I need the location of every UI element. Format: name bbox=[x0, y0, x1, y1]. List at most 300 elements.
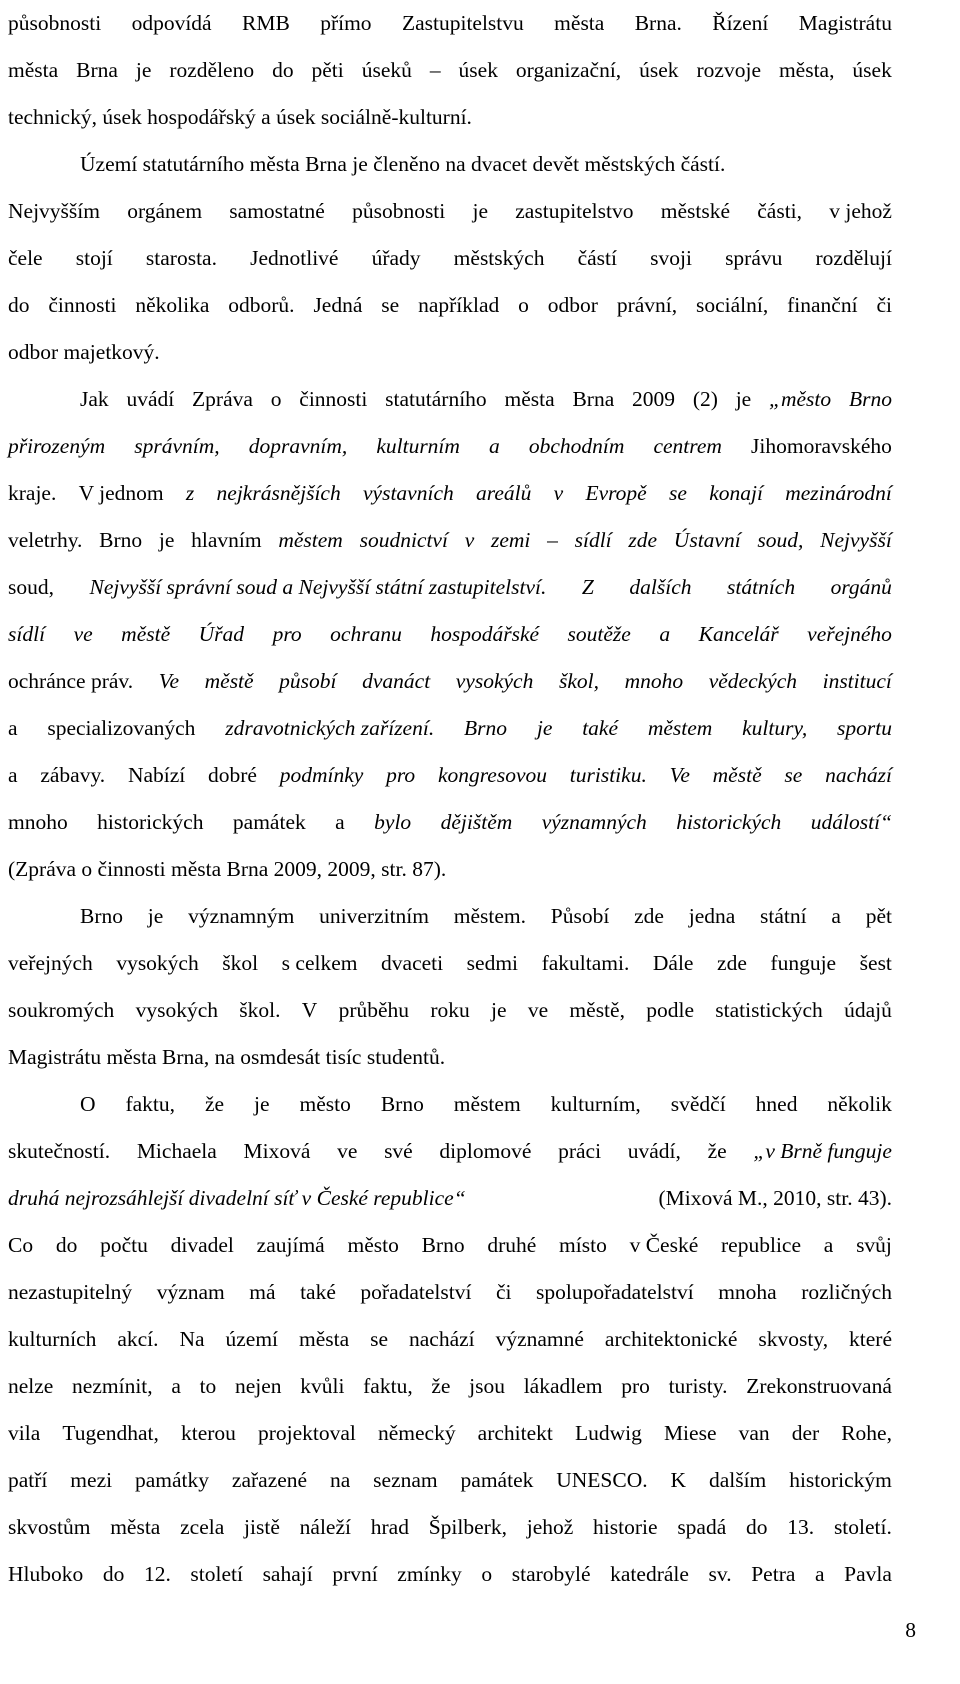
word: 13. bbox=[787, 1515, 815, 1539]
word: jistě bbox=[244, 1515, 280, 1539]
word: turistiku. bbox=[569, 763, 647, 787]
word: dvanáct bbox=[362, 669, 431, 693]
word: veřejných bbox=[8, 951, 93, 975]
word: – bbox=[547, 528, 558, 552]
text-line bbox=[8, 846, 892, 893]
word: orgánem bbox=[127, 199, 203, 223]
word: počtu bbox=[100, 1233, 148, 1257]
word: sahají bbox=[262, 1562, 313, 1586]
word: města bbox=[299, 1327, 350, 1351]
word: ve bbox=[337, 1139, 358, 1163]
text-line bbox=[8, 47, 892, 94]
word: Brno bbox=[80, 904, 123, 928]
word: přirozeným bbox=[8, 434, 106, 458]
word: podle bbox=[646, 998, 695, 1022]
word: V bbox=[301, 998, 318, 1022]
word: Nabízí bbox=[127, 763, 186, 787]
word: katedrále bbox=[610, 1562, 689, 1586]
word: svůj bbox=[856, 1233, 892, 1257]
text-line bbox=[8, 1269, 892, 1316]
word: škol bbox=[222, 951, 259, 975]
word: významných bbox=[541, 810, 647, 834]
word: šest bbox=[859, 951, 892, 975]
word: se bbox=[669, 481, 687, 505]
word: kraje. bbox=[8, 481, 57, 505]
word: Špilberk, bbox=[428, 1515, 507, 1539]
word: v bbox=[464, 528, 475, 552]
word: města bbox=[504, 387, 555, 411]
word: Rohe, bbox=[841, 1421, 892, 1445]
word: nejkrásnějších bbox=[216, 481, 341, 505]
word: a bbox=[831, 904, 841, 928]
word: památek bbox=[460, 1468, 534, 1492]
word: a bbox=[171, 1374, 181, 1398]
word: má bbox=[249, 1280, 276, 1304]
word: svědčí bbox=[670, 1092, 726, 1116]
word: obchodním bbox=[528, 434, 625, 458]
word: Miese bbox=[663, 1421, 717, 1445]
word: kvůli bbox=[300, 1374, 345, 1398]
word: Nejvyšším bbox=[8, 199, 100, 223]
word: uvádí, bbox=[627, 1139, 681, 1163]
word: že bbox=[431, 1374, 451, 1398]
word: úsek bbox=[639, 58, 679, 82]
word: veletrhy. bbox=[8, 528, 83, 552]
word: se bbox=[370, 1327, 389, 1351]
word: Michaela bbox=[136, 1139, 217, 1163]
word: je bbox=[735, 387, 752, 411]
word: Ludwig bbox=[574, 1421, 642, 1445]
word: bylo bbox=[374, 810, 412, 834]
word: do bbox=[272, 58, 294, 82]
word: první bbox=[332, 1562, 378, 1586]
word: Ve bbox=[669, 763, 690, 787]
word: der bbox=[791, 1421, 820, 1445]
word: městem bbox=[453, 1092, 521, 1116]
word: statutárního bbox=[385, 387, 487, 411]
text-line bbox=[8, 893, 892, 940]
word: nezmínit, bbox=[72, 1374, 153, 1398]
word: škol, bbox=[558, 669, 599, 693]
word: vila bbox=[8, 1421, 41, 1445]
text-line bbox=[8, 705, 892, 752]
text-line bbox=[8, 517, 892, 564]
word: města bbox=[110, 1515, 161, 1539]
word: mezinárodní bbox=[785, 481, 892, 505]
word: dvaceti bbox=[381, 951, 444, 975]
body-text bbox=[8, 0, 892, 1598]
word: diplomové bbox=[439, 1139, 532, 1163]
word: konají bbox=[709, 481, 763, 505]
word: projektoval bbox=[257, 1421, 356, 1445]
text-line bbox=[8, 1081, 892, 1128]
word: města bbox=[554, 11, 605, 35]
word: historických bbox=[97, 810, 204, 834]
word: význam bbox=[156, 1280, 225, 1304]
word: Co bbox=[8, 1233, 34, 1257]
word: zdravotnických zařízení. bbox=[225, 716, 435, 740]
word: památek bbox=[232, 810, 306, 834]
word: čele bbox=[8, 246, 43, 270]
word: specializovaných bbox=[47, 716, 196, 740]
word: městě, bbox=[569, 998, 625, 1022]
word: městských bbox=[453, 246, 545, 270]
word: s celkem bbox=[281, 951, 358, 975]
word: architektonické bbox=[604, 1327, 738, 1351]
word: Tugendhat, bbox=[62, 1421, 159, 1445]
word: či bbox=[876, 293, 892, 317]
text-line bbox=[8, 799, 892, 846]
word: patří bbox=[8, 1468, 48, 1492]
word: zde bbox=[717, 951, 747, 975]
word: to bbox=[199, 1374, 217, 1398]
word: nejen bbox=[235, 1374, 282, 1398]
word: do bbox=[102, 1562, 125, 1586]
word: centrem bbox=[653, 434, 722, 458]
word: správním, bbox=[134, 434, 220, 458]
text-line bbox=[8, 752, 892, 799]
word: soutěže bbox=[567, 622, 631, 646]
word: kulturním bbox=[376, 434, 460, 458]
word: o bbox=[518, 293, 529, 317]
word: úsek bbox=[458, 58, 498, 82]
word: Jedná bbox=[313, 293, 363, 317]
word: soud, bbox=[8, 575, 54, 599]
word: stojí bbox=[75, 246, 113, 270]
word: také bbox=[300, 1280, 336, 1304]
word: dalším bbox=[708, 1468, 767, 1492]
word: kongresovou bbox=[437, 763, 548, 787]
word: organizační, bbox=[515, 58, 622, 82]
word: statistických bbox=[715, 998, 823, 1022]
word: událostí“ bbox=[810, 810, 892, 834]
word: zastupitelstvo bbox=[515, 199, 634, 223]
word: Úřad bbox=[198, 622, 245, 646]
word: zařazené bbox=[231, 1468, 308, 1492]
word: dopravním, bbox=[248, 434, 348, 458]
word: soud, bbox=[757, 528, 804, 552]
text-line bbox=[8, 611, 892, 658]
word: Magistrátu bbox=[798, 11, 892, 35]
word: rozličných bbox=[801, 1280, 892, 1304]
word: (Mixová M., 2010, str. 43). bbox=[658, 1186, 892, 1210]
word: jsou bbox=[469, 1374, 506, 1398]
word: kulturních bbox=[8, 1327, 97, 1351]
word: univerzitním bbox=[319, 904, 429, 928]
word: sportu bbox=[837, 716, 892, 740]
word: spadá bbox=[677, 1515, 727, 1539]
text-line bbox=[8, 1504, 892, 1551]
word: například bbox=[418, 293, 500, 317]
word: odborů. bbox=[228, 293, 295, 317]
word: vysokých bbox=[116, 951, 199, 975]
word: technický, úsek hospodářský a úsek sociálně-kulturní. bbox=[8, 105, 472, 129]
word: jedna bbox=[688, 904, 736, 928]
word: soukromých bbox=[8, 998, 115, 1022]
word: že bbox=[205, 1092, 225, 1116]
word: K bbox=[670, 1468, 687, 1492]
word: areálů bbox=[476, 481, 532, 505]
word: činnosti bbox=[299, 387, 368, 411]
word: 2009 bbox=[632, 387, 676, 411]
word: divadel bbox=[170, 1233, 234, 1257]
word: Brna bbox=[76, 58, 118, 82]
word: kulturním, bbox=[550, 1092, 641, 1116]
word: město bbox=[299, 1092, 351, 1116]
word: fakultami. bbox=[541, 951, 630, 975]
word: státních bbox=[727, 575, 796, 599]
word: mnoho bbox=[624, 669, 684, 693]
word: roku bbox=[430, 998, 470, 1022]
word: městem bbox=[278, 528, 343, 552]
word: Magistrátu města Brna, na osmdesát tisíc studentů. bbox=[8, 1045, 446, 1069]
word: sídlí bbox=[8, 622, 46, 646]
word: kultury, bbox=[742, 716, 808, 740]
word: na bbox=[329, 1468, 351, 1492]
word: druhá nejrozsáhlejší divadelní síť v České republice“ bbox=[8, 1186, 466, 1210]
word: přímo bbox=[320, 11, 372, 35]
word: Pavla bbox=[844, 1562, 892, 1586]
word: pro bbox=[386, 763, 416, 787]
word: Kancelář bbox=[698, 622, 779, 646]
word: dalších bbox=[629, 575, 692, 599]
word: architekt bbox=[477, 1421, 553, 1445]
word: působnosti bbox=[8, 11, 102, 35]
word: Brno bbox=[464, 716, 508, 740]
word: nachází bbox=[825, 763, 892, 787]
word: historických bbox=[676, 810, 782, 834]
word: Území statutárního města Brna je členěno na dvacet devět městských částí. bbox=[80, 152, 726, 176]
text-line bbox=[8, 0, 892, 47]
word: v České bbox=[629, 1233, 699, 1257]
word: místo bbox=[559, 1233, 607, 1257]
word: státní bbox=[760, 904, 807, 928]
word: Brno bbox=[421, 1233, 465, 1257]
text-line bbox=[8, 1175, 892, 1222]
word: úsek bbox=[852, 58, 892, 82]
word: a bbox=[8, 716, 18, 740]
word: rozvoje bbox=[696, 58, 761, 82]
word: své bbox=[384, 1139, 413, 1163]
word: Nejvyšší bbox=[820, 528, 892, 552]
text-line bbox=[8, 987, 892, 1034]
word: údajů bbox=[844, 998, 892, 1022]
word: a bbox=[659, 622, 671, 646]
word: odpovídá bbox=[131, 11, 212, 35]
word: (Zpráva o činnosti města Brna 2009, 2009, str. 87). bbox=[8, 857, 447, 881]
word: z bbox=[185, 481, 195, 505]
word: také bbox=[582, 716, 618, 740]
text-line bbox=[8, 423, 892, 470]
word: nezastupitelný bbox=[8, 1280, 133, 1304]
word: městě bbox=[712, 763, 762, 787]
word: městě bbox=[121, 622, 171, 646]
word: sídlí bbox=[574, 528, 612, 552]
word: van bbox=[738, 1421, 770, 1445]
word: úseků bbox=[361, 58, 412, 82]
word: je bbox=[472, 199, 489, 223]
word: zmínky bbox=[397, 1562, 462, 1586]
text-line bbox=[8, 940, 892, 987]
word: století bbox=[190, 1562, 243, 1586]
word: Na bbox=[179, 1327, 205, 1351]
word: zaujímá bbox=[256, 1233, 325, 1257]
word: pro bbox=[621, 1374, 650, 1398]
word: druhé bbox=[487, 1233, 537, 1257]
text-line bbox=[8, 1551, 892, 1598]
word: lákadlem bbox=[523, 1374, 603, 1398]
text-line bbox=[8, 188, 892, 235]
word: – bbox=[429, 58, 441, 82]
word: a bbox=[489, 434, 500, 458]
word: náleží bbox=[299, 1515, 351, 1539]
text-line bbox=[8, 1316, 892, 1363]
word: Jednotlivé bbox=[250, 246, 339, 270]
word: hospodářské bbox=[430, 622, 540, 646]
word: Ústavní bbox=[673, 528, 741, 552]
word: do bbox=[746, 1515, 768, 1539]
word: ochranu bbox=[330, 622, 402, 646]
word: města bbox=[8, 58, 59, 82]
word: V jednom bbox=[78, 481, 164, 505]
word: odbor majetkový. bbox=[8, 340, 160, 364]
word: Zastupitelstvu bbox=[401, 11, 524, 35]
word: v jehož bbox=[829, 199, 892, 223]
word: se bbox=[381, 293, 400, 317]
word: sedmi bbox=[466, 951, 519, 975]
word: hrad bbox=[370, 1515, 409, 1539]
text-line bbox=[8, 94, 892, 141]
word: do bbox=[55, 1233, 78, 1257]
word: orgánů bbox=[830, 575, 892, 599]
word: Působí bbox=[550, 904, 610, 928]
word: Hluboko bbox=[8, 1562, 84, 1586]
word: ve bbox=[73, 622, 93, 646]
word: vysokých bbox=[135, 998, 218, 1022]
word: městem. bbox=[453, 904, 527, 928]
word: nelze bbox=[8, 1374, 54, 1398]
word: akcí. bbox=[117, 1327, 159, 1351]
word: významné bbox=[495, 1327, 584, 1351]
word: práci bbox=[558, 1139, 602, 1163]
word: skvosty, bbox=[758, 1327, 829, 1351]
word: činnosti bbox=[48, 293, 117, 317]
word: (2) bbox=[692, 387, 718, 411]
word: vysokých bbox=[455, 669, 534, 693]
word: je bbox=[254, 1092, 270, 1116]
word: skvostům bbox=[8, 1515, 91, 1539]
word: pět bbox=[865, 904, 892, 928]
word: ve bbox=[527, 998, 549, 1022]
word: vědeckých bbox=[708, 669, 797, 693]
word: Dále bbox=[652, 951, 694, 975]
word: či bbox=[495, 1280, 512, 1304]
word: sociální, bbox=[696, 293, 769, 317]
word: mnoho bbox=[8, 810, 68, 834]
word: zde bbox=[634, 904, 664, 928]
word: turisty. bbox=[668, 1374, 728, 1398]
text-line bbox=[8, 235, 892, 282]
word: průběhu bbox=[338, 998, 410, 1022]
word: Ve bbox=[158, 669, 180, 693]
word: historie bbox=[593, 1515, 658, 1539]
word: dobré bbox=[208, 763, 257, 787]
word: mezi bbox=[70, 1468, 113, 1492]
word: podmínky bbox=[279, 763, 364, 787]
text-line bbox=[8, 1034, 892, 1081]
word: je bbox=[147, 904, 164, 928]
word: se bbox=[784, 763, 803, 787]
word: „v Brně funguje bbox=[753, 1139, 892, 1163]
word: města, bbox=[778, 58, 835, 82]
word: Zpráva bbox=[192, 387, 253, 411]
word: skutečností. bbox=[8, 1139, 111, 1163]
word: zcela bbox=[180, 1515, 225, 1539]
word: hlavním bbox=[191, 528, 262, 552]
word: spolupořadatelství bbox=[536, 1280, 694, 1304]
word: je bbox=[135, 58, 152, 82]
word: v bbox=[553, 481, 564, 505]
word: německý bbox=[377, 1421, 456, 1445]
text-line bbox=[8, 1128, 892, 1175]
word: starosta. bbox=[145, 246, 217, 270]
word: několik bbox=[827, 1092, 892, 1116]
word: „město bbox=[769, 387, 832, 411]
word: RMB bbox=[242, 11, 290, 35]
text-line bbox=[8, 329, 892, 376]
word: které bbox=[849, 1327, 892, 1351]
word: hned bbox=[755, 1092, 798, 1116]
word: faktu, bbox=[363, 1374, 413, 1398]
word: pro bbox=[272, 622, 302, 646]
word: seznam bbox=[373, 1468, 438, 1492]
word: Brno bbox=[380, 1092, 424, 1116]
word: o bbox=[481, 1562, 493, 1586]
word: ochránce práv. bbox=[8, 669, 134, 693]
word: je bbox=[158, 528, 175, 552]
word: působnosti bbox=[352, 199, 446, 223]
word: uvádí bbox=[126, 387, 175, 411]
text-line bbox=[8, 1410, 892, 1457]
word: sv. bbox=[708, 1562, 732, 1586]
word: Mixová bbox=[243, 1139, 311, 1163]
word: století. bbox=[833, 1515, 892, 1539]
word: pořadatelství bbox=[360, 1280, 472, 1304]
word: odbor bbox=[547, 293, 598, 317]
word: zde bbox=[628, 528, 658, 552]
word: veřejného bbox=[807, 622, 892, 646]
word: části, bbox=[757, 199, 803, 223]
text-line bbox=[8, 564, 892, 611]
word: a bbox=[823, 1233, 834, 1257]
word: a bbox=[815, 1562, 825, 1586]
word: působí bbox=[279, 669, 337, 693]
page-number: 8 bbox=[905, 1618, 916, 1642]
word: kterou bbox=[180, 1421, 236, 1445]
word: Řízení bbox=[712, 11, 769, 35]
word: Brna bbox=[572, 387, 615, 411]
word: městské bbox=[660, 199, 731, 223]
word: škol. bbox=[239, 998, 281, 1022]
word: částí bbox=[577, 246, 617, 270]
word: úřady bbox=[371, 246, 421, 270]
word: UNESCO. bbox=[556, 1468, 648, 1492]
word: starobylé bbox=[511, 1562, 591, 1586]
text-line bbox=[8, 1222, 892, 1269]
word: rozděleno bbox=[169, 58, 255, 82]
word: republice bbox=[721, 1233, 802, 1257]
word: výstavních bbox=[363, 481, 454, 505]
